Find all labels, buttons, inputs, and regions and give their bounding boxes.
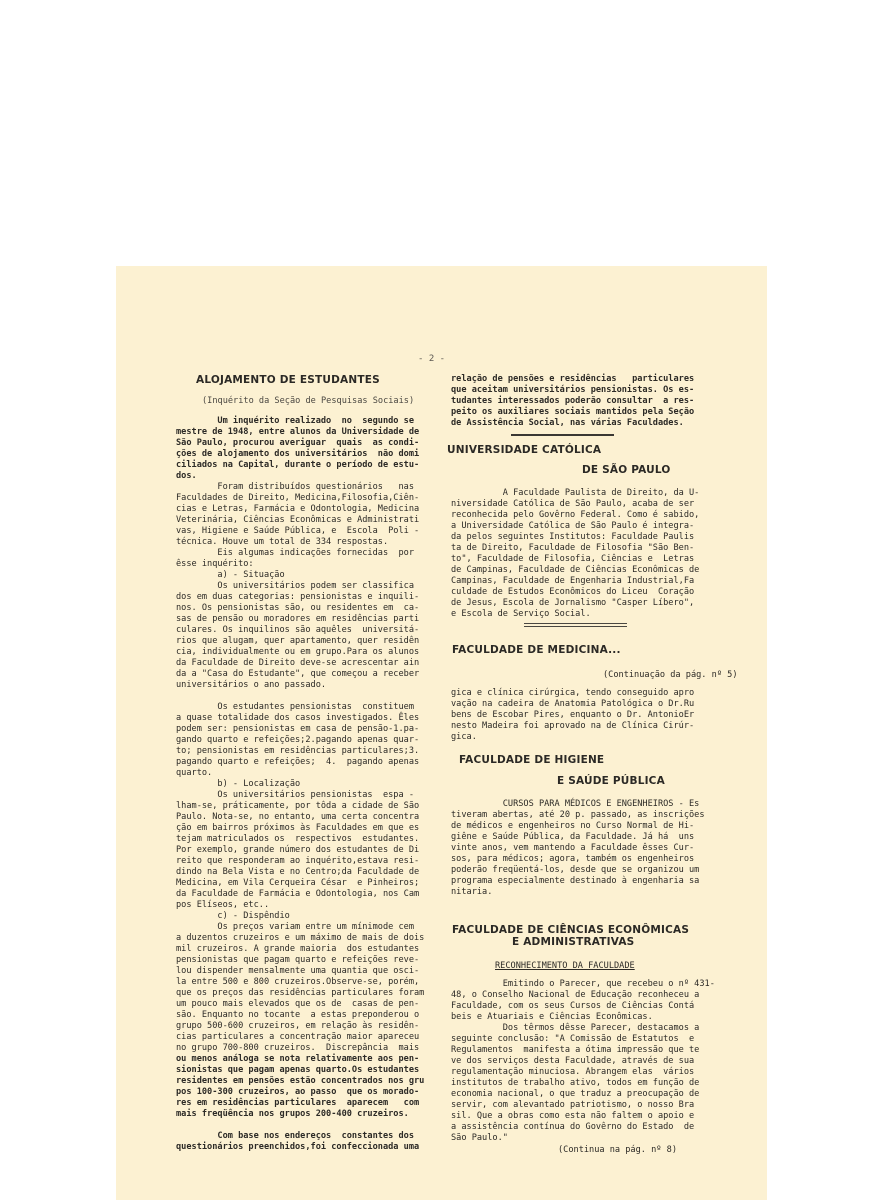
text-line: lou dispender mensalmente uma quantia que osci- [176, 966, 420, 976]
text-line: rios que alugam, quer apartamento, quer residên [176, 636, 420, 646]
text-line: ve dos serviços desta Faculdade, através de sua [451, 1056, 695, 1066]
text-line: CURSOS PARA MÉDICOS E ENGENHEIROS - Es [451, 799, 700, 809]
text-line: Paulo. Nota-se, no entanto, uma certa concentra [176, 812, 420, 822]
text-line: sionistas que pagam apenas quarto.Os estudantes [176, 1065, 420, 1075]
text-line: mais freqüência nos grupos 200-400 cruzeiros. [176, 1109, 409, 1119]
text-line: to; pensionistas em residências particulares;3. [176, 746, 420, 756]
article-title-higiene-1: FACULDADE DE HIGIENE [459, 754, 605, 766]
text-line: Por exemplo, grande número dos estudantes de Di [176, 845, 420, 855]
text-line: b) - Localização [176, 779, 301, 789]
text-line: culdade de Estudos Econômicos do Liceu Coração [451, 587, 695, 597]
text-line: a) - Situação [176, 570, 285, 580]
article-title-catolica-1: UNIVERSIDADE CATÓLICA [447, 444, 602, 456]
text-line: poderão freqüentá-los, desde que se organizou um [451, 865, 700, 875]
text-line: de médicos e engenheiros no Curso Normal de Hi- [451, 821, 695, 831]
text-line: dos. [176, 471, 197, 481]
text-line: 48, o Conselho Nacional de Educação reconheceu a [451, 990, 700, 1000]
text-line: gica. [451, 732, 477, 742]
text-line: relação de pensões e residências particulares [451, 374, 695, 384]
text-line: no grupo 700-800 cruzeiros. Discrepância mais [176, 1043, 420, 1053]
text-line: pensionistas que pagam quarto e refeições reve- [176, 955, 420, 965]
text-line: tudantes interessados poderão consultar a res- [451, 396, 695, 406]
text-line: São Paulo." [451, 1133, 508, 1143]
text-line: êsse inquérito: [176, 559, 254, 569]
text-line: são. Enquanto no tocante a estas preponderou o [176, 1010, 420, 1020]
text-line: Com base nos endereços constantes dos [176, 1131, 414, 1141]
text-line: peito os auxiliares sociais mantidos pela Seção [451, 407, 695, 417]
text-line: grupo 500-600 cruzeiros, em relação às residên- [176, 1021, 420, 1031]
text-line: a Universidade Católica de São Paulo é integra- [451, 521, 695, 531]
text-line: Veterinária, Ciências Econômicas e Administrati [176, 515, 420, 525]
text-line: a duzentos cruzeiros e um máximo de mais de dois [176, 933, 425, 943]
text-line: dos em duas categorias: pensionistas e inquili- [176, 592, 420, 602]
text-line: ta de Direito, Faculdade de Filosofia "São Ben- [451, 543, 695, 553]
text-line: servir, com alevantado patriotismo, o nosso Bra [451, 1100, 695, 1110]
text-line: beis e Atuariais e Ciências Econômicas. [451, 1012, 653, 1022]
text-line: cias e Letras, Farmácia e Odontologia, Medicina [176, 504, 420, 514]
text-line: Regulamentos manifesta a ótima impressão que te [451, 1045, 700, 1055]
text-line: técnica. Houve um total de 334 respostas. [176, 537, 389, 547]
divider-double [524, 623, 627, 627]
text-line: mil cruzeiros. A grande maioria dos estudantes [176, 944, 420, 954]
text-line: to", Faculdade de Filosofia, Ciências e Letras [451, 554, 695, 564]
text-line: giêne e Saúde Pública, da Faculdade. Já há uns [451, 832, 695, 842]
article-title-catolica-2: DE SÃO PAULO [582, 464, 671, 476]
text-line: cia, individualmente ou em grupo.Para os alunos [176, 647, 420, 657]
text-line: a assistência contínua do Govêrno do Estado de [451, 1122, 695, 1132]
text-line: Medicina, em Vila Cerqueira César e Pinheiros; [176, 878, 420, 888]
text-line: vas, Higiene e Saúde Pública, e Escola Poli - [176, 526, 420, 536]
text-line: Campinas, Faculdade de Engenharia Industrial,Fa [451, 576, 695, 586]
page-number: - 2 - [418, 354, 446, 364]
text-line: de Campinas, Faculdade de Ciências Econômicas de [451, 565, 700, 575]
text-line: questionários preenchidos,foi confeccionada uma [176, 1142, 420, 1152]
text-line: ou menos análoga se nota relativamente aos pen- [176, 1054, 420, 1064]
text-line: vinte anos, vem mantendo a Faculdade êsses Cur- [451, 843, 695, 853]
text-line: ção em bairros próximos às Faculdades em que es [176, 823, 420, 833]
text-line: de Jesus, Escola de Jornalismo "Casper Líbero", [451, 598, 695, 608]
text-line: culares. Os inquilinos são aquêles universitá- [176, 625, 420, 635]
text-line: pos Elíseos, etc.. [176, 900, 270, 910]
text-line: Emitindo o Parecer, que recebeu o nº 431- [451, 979, 715, 989]
text-line: lham-se, práticamente, por tôda a cidade de São [176, 801, 420, 811]
text-line: programa especialmente destinado à engenharia sa [451, 876, 700, 886]
text-line: que os preços das residências particulares foram [176, 988, 425, 998]
article-title-higiene-2: E SAÚDE PÚBLICA [557, 775, 665, 787]
article-title-economicas-2: E ADMINISTRATIVAS [512, 936, 635, 948]
article-title-alojamento: ALOJAMENTO DE ESTUDANTES [196, 374, 380, 386]
text-line: dindo na Bela Vista e no Centro;da Faculdade de [176, 867, 420, 877]
text-line: residentes em pensões estão concentrados nos gru [176, 1076, 425, 1086]
text-line: Os universitários pensionistas espa - [176, 790, 414, 800]
text-line: regulamentação minuciosa. Abrangem elas vários [451, 1067, 695, 1077]
continuation-note: (Continua na pág. nº 8) [558, 1145, 677, 1155]
text-line: da Faculdade de Farmácia e Odontologia, nos Cam [176, 889, 420, 899]
article-title-economicas-1: FACULDADE DE CIÊNCIAS ECONÔMICAS [452, 924, 690, 936]
text-line: vação na cadeira de Anatomia Patológica o Dr.Ru [451, 699, 695, 709]
text-line: podem ser: pensionistas em casa de pensão-1.pa- [176, 724, 420, 734]
text-line: nesto Madeira foi aprovado na de Clínica Cirúr- [451, 721, 695, 731]
text-line: c) - Dispêndio [176, 911, 290, 921]
text-line: tejam matriculados os respectivos estudantes. [176, 834, 420, 844]
text-line: cias particulares a concentração maior apareceu [176, 1032, 420, 1042]
text-line: sil. Que a obras como esta não faltem o apoio e [451, 1111, 695, 1121]
article-subtitle-alojamento: (Inquérito da Seção de Pesquisas Sociais) [202, 396, 415, 406]
text-line: reito que responderam ao inquérito,estava resi- [176, 856, 420, 866]
text-line: mestre de 1948, entre alunos da Universidade de [176, 427, 420, 437]
text-line: bens de Escobar Pires, enquanto o Dr. AntonioEr [451, 710, 695, 720]
text-line: gica e clínica cirúrgica, tendo conseguido apro [451, 688, 695, 698]
text-line: da Faculdade de Direito deve-se acrescentar ain [176, 658, 420, 668]
text-line: Faculdade, com os seus Cursos de Ciências Contá [451, 1001, 695, 1011]
text-line: pagando quarto e refeições; 4. pagando apenas [176, 757, 420, 767]
text-line: Os estudantes pensionistas constituem [176, 702, 414, 712]
text-line: um pouco mais elevados que os de casas de pen- [176, 999, 420, 1009]
text-line: res em residências particulares aparecem com [176, 1098, 420, 1108]
text-line: nos. Os pensionistas são, ou residentes em ca- [176, 603, 420, 613]
text-line: niversidade Católica de São Paulo, acaba de ser [451, 499, 695, 509]
article-subtitle-economicas: RECONHECIMENTO DA FACULDADE [495, 961, 635, 971]
text-line: universitários o ano passado. [176, 680, 327, 690]
document-page [116, 266, 767, 1200]
text-line: economia nacional, o que traduz a preocupação de [451, 1089, 700, 1099]
divider [511, 434, 614, 436]
article-title-medicina: FACULDADE DE MEDICINA... [452, 644, 621, 656]
text-line: Eis algumas indicações fornecidas por [176, 548, 414, 558]
text-line: gando quarto e refeições;2.pagando apenas quar- [176, 735, 420, 745]
text-line: São Paulo, procurou averiguar quais as condi- [176, 438, 420, 448]
text-line: Um inquérito realizado no segundo se [176, 416, 414, 426]
text-line: institutos de trabalho ativo, todos em função de [451, 1078, 700, 1088]
text-line: ções de alojamento dos universitários não domi [176, 449, 420, 459]
text-line: sas de pensão ou moradores em residências parti [176, 614, 420, 624]
text-line: Faculdades de Direito, Medicina,Filosofia,Ciên- [176, 493, 420, 503]
text-line: e Escola de Serviço Social. [451, 609, 591, 619]
text-line: Dos têrmos dêsse Parecer, destacamos a [451, 1023, 700, 1033]
text-line: Foram distribuídos questionários nas [176, 482, 414, 492]
text-line: tiveram abertas, até 20 p. passado, as inscrições [451, 810, 705, 820]
text-line: a quase totalidade dos casos investigados. Êles [176, 713, 420, 723]
text-line: que aceitam universitários pensionistas. Os es- [451, 385, 695, 395]
text-line: Os preços variam entre um mínimode cem [176, 922, 414, 932]
text-line: da a "Casa do Estudante", que começou a receber [176, 669, 420, 679]
text-line: pos 100-300 cruzeiros, ao passo que os morado- [176, 1087, 420, 1097]
text-line: de Assistência Social, nas várias Faculdades. [451, 418, 684, 428]
text-line: sos, para médicos; agora, também os engenheiros [451, 854, 695, 864]
continuation-note: (Continuação da pág. nº 5) [603, 670, 738, 680]
text-line: da pelos seguintes Institutos: Faculdade Paulis [451, 532, 695, 542]
text-line: seguinte conclusão: "A Comissão de Estatutos e [451, 1034, 695, 1044]
text-line: Os universitários podem ser classifica [176, 581, 414, 591]
text-line: nitaria. [451, 887, 493, 897]
text-line: la entre 500 e 800 cruzeiros.Observe-se, porém, [176, 977, 420, 987]
text-line: ciliados na Capital, durante o período de estu- [176, 460, 420, 470]
text-line: quarto. [176, 768, 213, 778]
text-line: reconhecida pelo Govêrno Federal. Como é sabido, [451, 510, 700, 520]
text-line: A Faculdade Paulista de Direito, da U- [451, 488, 700, 498]
